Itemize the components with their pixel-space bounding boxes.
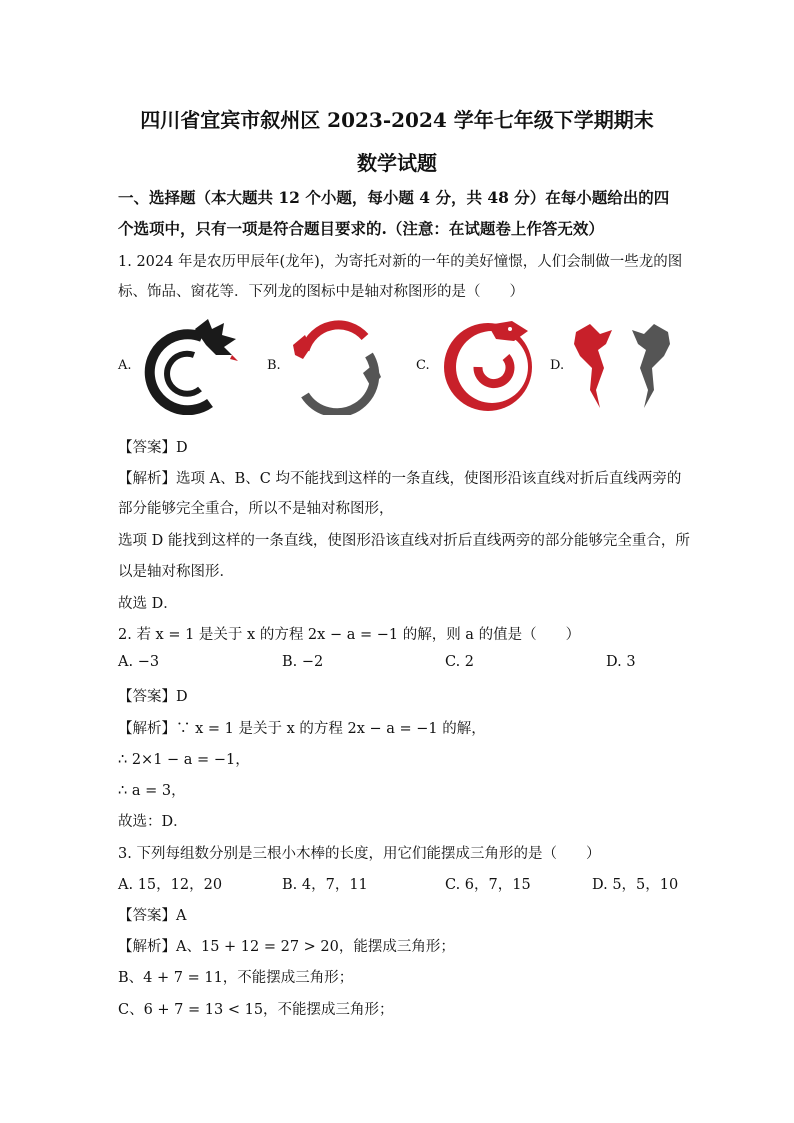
q3-option-d: D. 5，5，10 [592, 877, 679, 893]
q3-option-a: A. 15，12，20 [118, 877, 223, 893]
q1-stem-line2: 标、饰品、窗花等．下列龙的图标中是轴对称图形的是（ ） [118, 284, 524, 300]
q1-analysis-line3: 选项 D 能找到这样的一条直线，使图形沿该直线对折后直线两旁的部分能够完全重合，所 [118, 533, 690, 549]
q3-option-b: B. 4，7，11 [282, 877, 368, 893]
q3-analysis-line2: B、4 + 7 = 11，不能摆成三角形； [118, 970, 354, 986]
dragon-icon-d [570, 320, 674, 412]
q1-analysis-line4: 以是轴对称图形． [118, 564, 234, 580]
q1-stem-line1: 1. 2024 年是农历甲辰年(龙年)，为寄托对新的一年的美好憧憬，人们会制做一些龙的图 [118, 254, 683, 270]
q2-option-d: D. 3 [606, 654, 636, 670]
q1-option-b-label: B. [267, 358, 281, 373]
q2-stem: 2. 若 x = 1 是关于 x 的方程 2x − a = −1 的解，则 a 的值是（ ） [118, 627, 581, 643]
q2-answer: 【答案】D [118, 689, 188, 705]
q1-conclusion: 故选 D． [118, 596, 178, 612]
q2-analysis-line1: 【解析】∵ x = 1 是关于 x 的方程 2x − a = −1 的解， [118, 721, 486, 737]
section-header-line2: 个选项中，只有一项是符合题目要求的.（注意：在试题卷上作答无效） [118, 219, 604, 238]
q1-analysis-line2: 部分能够完全重合，所以不是轴对称图形， [118, 501, 394, 517]
q2-option-a: A. −3 [118, 654, 160, 670]
q3-analysis-line3: C、6 + 7 = 13 < 15，不能摆成三角形； [118, 1002, 394, 1018]
page-title: 四川省宜宾市叙州区 2023-2024 学年七年级下学期期末 [140, 108, 654, 132]
section-header-line1: 一、选择题（本大题共 12 个小题，每小题 4 分，共 48 分）在每小题给出的四 [118, 188, 670, 207]
q1-analysis-line1: 【解析】选项 A、B、C 均不能找到这样的一条直线，使图形沿该直线对折后直线两旁的 [118, 471, 682, 487]
q2-analysis-line2: ∴ 2×1 − a = −1， [118, 752, 250, 768]
q2-conclusion: 故选：D． [118, 814, 188, 830]
q2-option-c: C. 2 [445, 654, 475, 670]
dragon-icon-c [438, 313, 538, 417]
q1-option-a-label: A. [118, 358, 132, 373]
q1-option-d-label: D. [550, 358, 565, 373]
dragon-icon-a [140, 315, 240, 415]
q3-analysis-line1: 【解析】A、15 + 12 = 27 > 20，能摆成三角形； [118, 939, 455, 955]
q3-stem: 3. 下列每组数分别是三根小木棒的长度，用它们能摆成三角形的是（ ） [118, 846, 601, 862]
q1-answer: 【答案】D [118, 440, 188, 456]
dragon-icon-b [285, 315, 385, 415]
q3-answer: 【答案】A [118, 908, 187, 924]
q3-option-c: C. 6，7，15 [445, 877, 531, 893]
q2-option-b: B. −2 [282, 654, 324, 670]
page-subtitle: 数学试题 [357, 151, 437, 175]
q1-option-c-label: C. [416, 358, 430, 373]
q2-analysis-line3: ∴ a = 3， [118, 783, 186, 799]
